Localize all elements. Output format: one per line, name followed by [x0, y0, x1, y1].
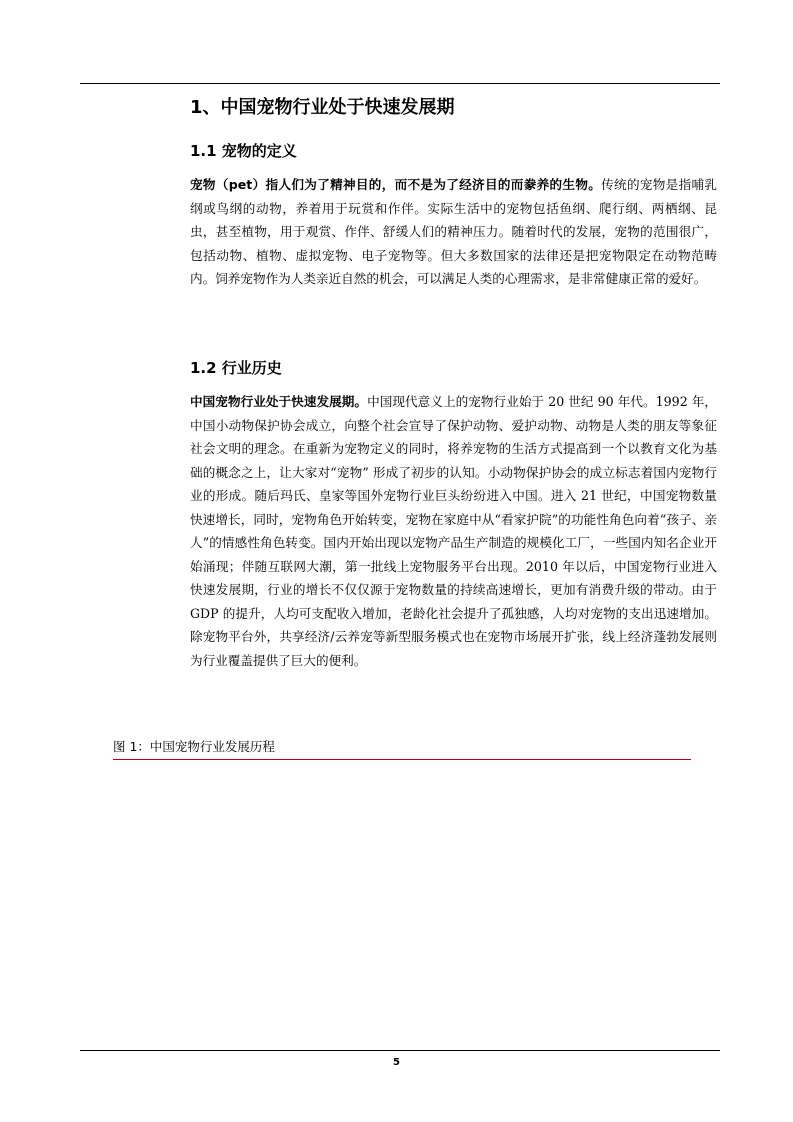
page-number: 5 — [393, 1057, 400, 1068]
figure-caption: 图 1：中国宠物行业发展历程 — [113, 739, 275, 754]
chapter-heading: 1、中国宠物行业处于快速发展期 — [190, 97, 455, 118]
figure-caption-rule — [113, 759, 691, 760]
footer-rule — [80, 1050, 720, 1051]
paragraph-history — [190, 390, 717, 672]
section-heading-history: 1.2 行业历史 — [190, 359, 282, 377]
paragraph-lead: 中国宠物行业处于快速发展期。 — [190, 394, 368, 409]
paragraph-body: 中国现代意义上的宠物行业始于 20 世纪 90 年代。1992 年，中国小动物保护协会成立，向整个社会宣导了保护动物、爱护动物、动物是人类的朋友等象征社会文明的理念。在重新为宠物定义的同时，将养宠物的生活方式提高到一个以教育文化为基础的概念之上，让大家对“宠物” 形成了初步的认知。小动物保护协会的成立标志着国内宠物行业的形成。随后玛氏、皇家等国外宠物行业巨头纷纷进入中国。进入 21 世纪，中国宠物数量快速增长，同时，宠物角色开始转变，宠物在家庭中从“看家护院”的功能性角色向着“孩子、亲人”的情感性角色转变。国内开始出现以宠物产品生产制造的规模化工厂，一些国内知名企业开始涌现；伴随互联网大潮，第一批线上宠物服务平台出现。2010 年以后，中国宠物行业进入快速发展期，行业的增长不仅仅源于宠物数量的持续高速增长，更加有消费升级的带动。由于 GDP 的提升，人均可支配收入增加，老龄化社会提升了孤独感，人均对宠物的支出迅速增加。除宠物平台外，共享经济/云养宠等新型服务模式也在宠物市场展开扩张，线上经济蓬勃发展则为行业覆盖提供了巨大的便利。 — [190, 394, 718, 668]
section-heading-definition: 1.1 宠物的定义 — [190, 142, 297, 160]
paragraph-body: 传统的宠物是指哺乳纲或鸟纲的动物，养着用于玩赏和作伴。实际生活中的宠物包括鱼纲、爬行纲、两栖纲、昆虫，甚至植物，用于观赏、作伴、舒缓人们的精神压力。随着时代的发展，宠物的范围很广，包括动物、植物、虚拟宠物、电子宠物等。但大多数国家的法律还是把宠物限定在动物范畴内。饲养宠物作为人类亲近自然的机会，可以满足人类的心理需求，是非常健康正常的爱好。 — [190, 177, 718, 286]
header-rule — [80, 83, 720, 84]
paragraph-lead: 宠物（pet）指人们为了精神目的，而不是为了经济目的而豢养的生物。 — [190, 177, 602, 192]
paragraph-definition — [190, 173, 717, 291]
